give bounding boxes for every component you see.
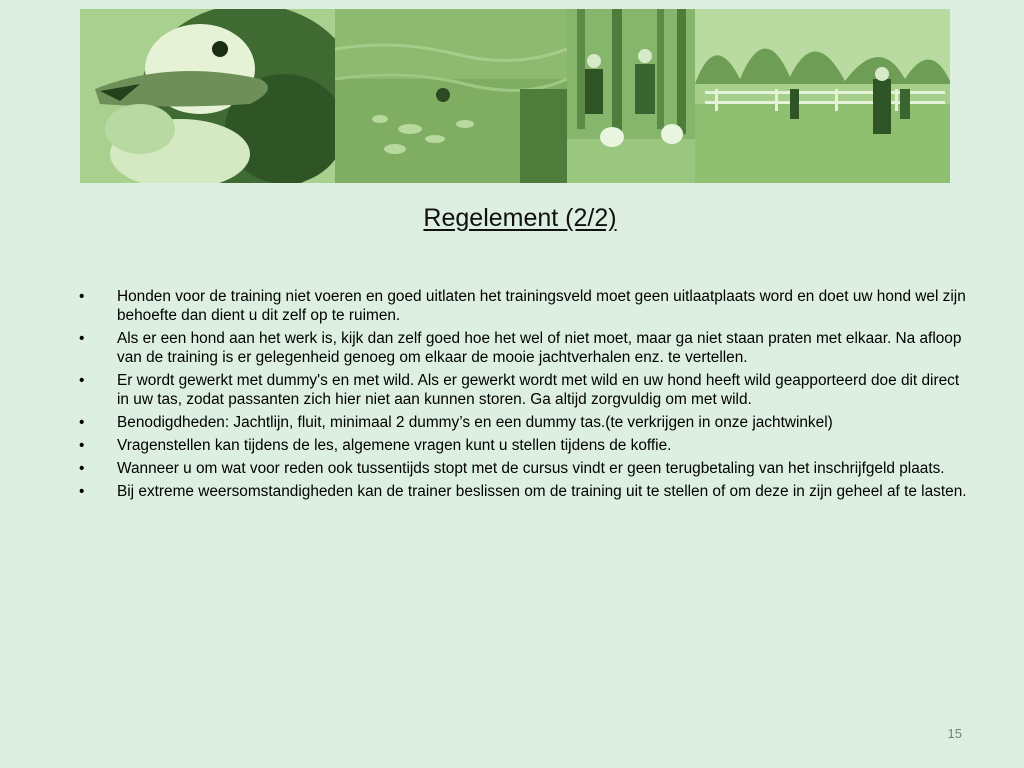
list-item [77, 287, 972, 325]
bullet-icon: • [79, 414, 85, 431]
list-item-text: Vragenstellen kan tijdens de les, algemene vragen kunt u stellen tijdens de koffie. [117, 437, 672, 454]
slide-title: Regelement (2/2) [423, 204, 617, 232]
list-item [77, 459, 972, 478]
list-item-text: Honden voor de training niet voeren en goed uitlaten het trainingsveld moet geen uitlaatplaats word en doet uw hond wel zijn behoefte dan dient u dit zelf op te ruimen. [117, 288, 966, 324]
rules-list [77, 287, 972, 505]
list-item [77, 371, 972, 409]
bullet-icon: • [79, 460, 85, 477]
header-photo-banner [80, 9, 950, 183]
bullet-icon: • [79, 330, 85, 347]
bullet-icon: • [79, 483, 85, 500]
list-item-text: Benodigdheden: Jachtlijn, fluit, minimaal 2 dummy’s en een dummy tas.(te verkrijgen in onze jachtwinkel) [117, 414, 833, 431]
training-field-photo [695, 9, 950, 183]
list-item-text: Er wordt gewerkt met dummy's en met wild. Als er gewerkt wordt met wild en uw hond heeft wild geapporteerd doe dit direct in uw tas, zodat passanten zich hier niet aan kunnen storen. Ga altijd zorgvuldig om met wild. [117, 372, 960, 408]
dog-retrieving-photo [80, 9, 335, 183]
list-item [77, 329, 972, 367]
bullet-icon: • [79, 437, 85, 454]
bullet-icon: • [79, 372, 85, 389]
list-item [77, 413, 972, 432]
pond-photo [335, 9, 567, 183]
forest-handlers-photo [567, 9, 695, 183]
list-item-text: Wanneer u om wat voor reden ook tussentijds stopt met de cursus vindt er geen terugbetaling van het inschrijfgeld plaats. [117, 460, 945, 477]
bullet-icon: • [79, 288, 85, 305]
list-item-text: Als er een hond aan het werk is, kijk dan zelf goed hoe het wel of niet moet, maar ga niet staan praten met elkaar. Na afloop van de training is er gelegenheid genoeg om elkaar de mooie jachtverhalen enz. te vertellen. [117, 330, 962, 366]
page-number: 15 [947, 726, 962, 741]
list-item-text: Bij extreme weersomstandigheden kan de trainer beslissen om de training uit te stellen of om deze in zijn geheel af te lasten. [117, 483, 967, 500]
list-item [77, 436, 972, 455]
list-item [77, 482, 972, 501]
